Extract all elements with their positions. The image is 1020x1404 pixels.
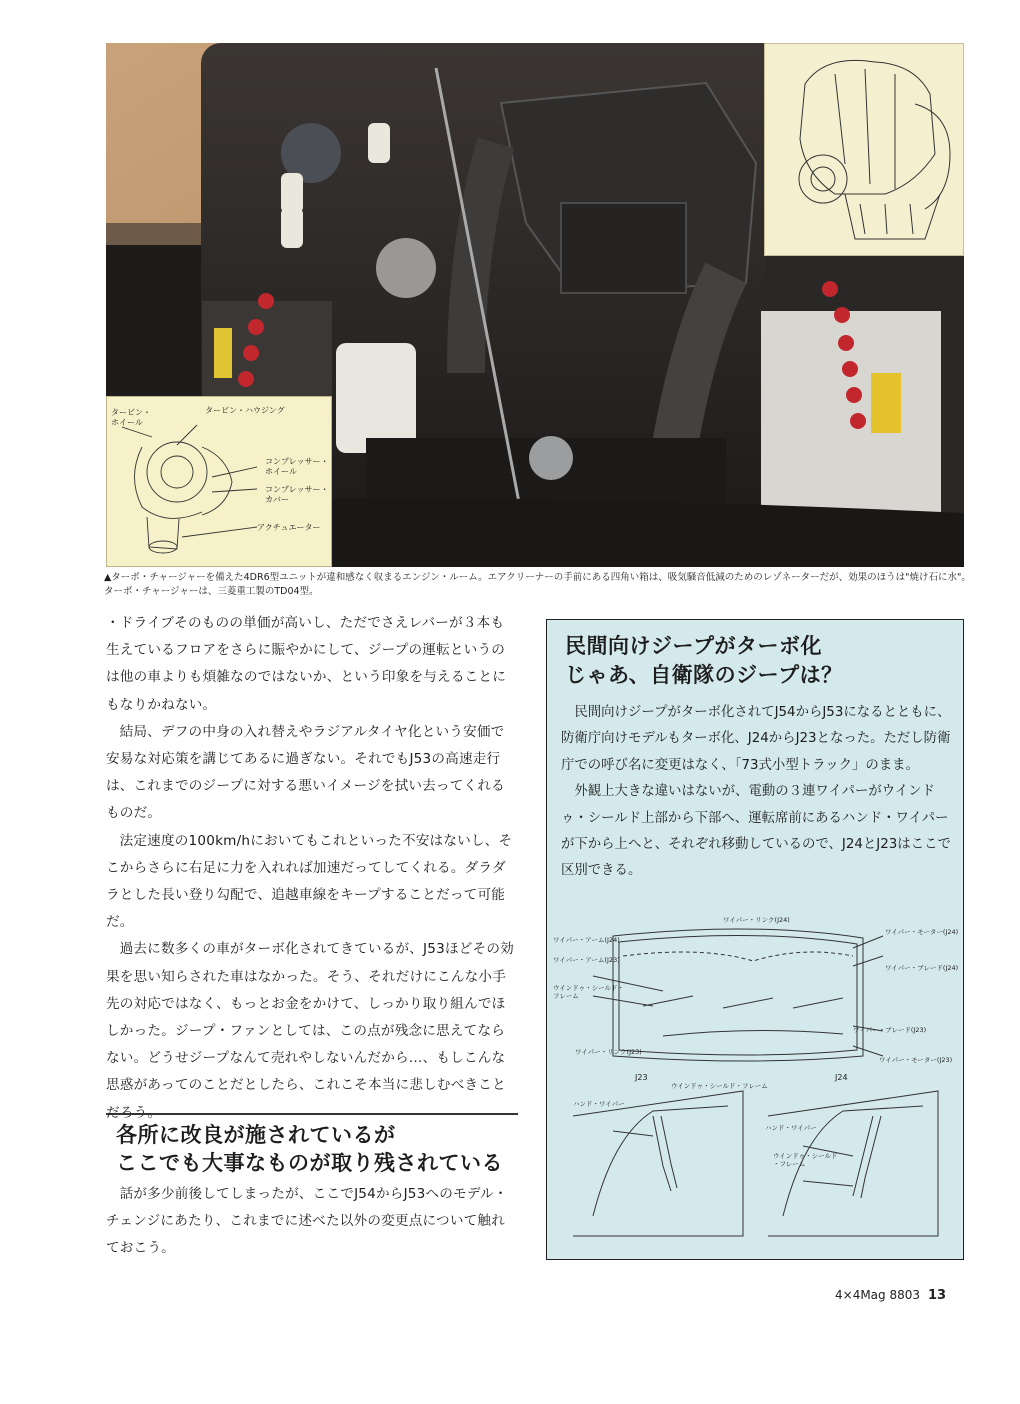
section-heading-line-2: ここでも大事なものが取り残されている — [116, 1151, 503, 1175]
diagram-label-j24: J24 — [835, 1073, 848, 1082]
diagram-label-j23: J23 — [635, 1073, 648, 1082]
diagram-label-wiper-link-j24: ワイパー・リンク(J24) — [723, 916, 790, 924]
label-compressor-wheel: コンプレッサー・ ホイール — [265, 457, 329, 476]
diagram-label-hand-wiper-j23: ハンド・ワイパー — [573, 1100, 625, 1108]
diagram-label-wiper-link-j23: ワイパー・リンク(J23) — [575, 1048, 642, 1056]
body-paragraph-4: 過去に数多くの車がターボ化されてきているが、J53ほどその効果を思い知らされた車はなかった。そう、それだけにこんな小手先の対応ではなく、もっとお金をかけて、しっかり取り組んでほしかった。ジープ・ファンとしては、この点が残念に思えてならない。どうせジープなんて売れやしないんだから…、もしこんな思惑があってのことだとしたら、これこそ本当に悲しむべきことだろう。 — [106, 941, 514, 1121]
diagram-label-wiper-arm-j24: ワイパー・アーム(J24) — [553, 936, 620, 944]
engine-line-drawing — [765, 44, 965, 257]
body-paragraph-3: 法定速度の100km/hにおいてもこれといった不安はないし、そこからさらに右足に力を入れれば加速だってしてくれる。ダラダラとした長い登り勾配で、追越車線をキープすることだって可能だ。 — [106, 832, 513, 931]
sidebar-paragraph-2: 外観上大きな違いはないが、電動の３連ワイパーがウインドゥ・シールド上部から下部へ、運転席前にあるハンド・ワイパーが下から上へと、それぞれ移動しているので、J24とJ23はここで区別できる。 — [561, 784, 951, 879]
diagram-label-wiper-motor-j24: ワイパー・モーター(J24) — [885, 928, 959, 936]
sidebar-title-line-2: じゃあ、自衛隊のジープは？ — [565, 663, 843, 687]
diagram-label-wiper-blade-j23: ワイパー・ブレード(J23) — [853, 1026, 927, 1034]
label-compressor-cover: コンプレッサー・ カバー — [265, 485, 329, 504]
diagram-label-wiper-motor-j23: ワイパー・モーター(J23) — [879, 1056, 953, 1064]
label-actuator: アクチュエーター — [257, 523, 321, 532]
sidebar-box — [546, 619, 964, 1260]
diagram-label-windshield-frame-j24: ウインドゥ・シールド ・フレーム — [773, 1152, 838, 1168]
page-folio — [835, 1288, 946, 1303]
sidebar-title — [565, 632, 955, 690]
photo-caption: ▲ターボ・チャージャーを備えた4DR6型ユニットが違和感なく収まるエンジン・ルーム。エアクリーナーの手前にある四角い箱は、吸気騒音低減のためのレゾネーターだが、効果のほうは"焼け石に水"。ターボ・チャージャーは、三菱重工製のTD04型。 — [104, 572, 971, 597]
section-heading-line-1: 各所に改良が施されているが — [116, 1123, 396, 1147]
sidebar-body — [561, 700, 953, 885]
diagram-label-hand-wiper-j24: ハンド・ワイパー — [765, 1124, 817, 1132]
folio-magazine: 4×4Mag 8803 — [835, 1288, 921, 1302]
turbo-diagram-inset — [106, 396, 332, 567]
engine-line-drawing-inset — [764, 43, 964, 256]
body-text-column — [106, 610, 518, 1127]
section-heading — [106, 1113, 518, 1263]
body-paragraph-1: ・ドライブそのものの単価が高いし、ただでさえレバーが３本も生えているフロアをさらに賑やかにして、ジープの運転というのは他の車よりも煩雑なのではないか、という印象を与えることにもなりかねない。 — [106, 615, 507, 713]
label-turbine-housing: タービン・ハウジング — [205, 406, 285, 415]
sidebar-paragraph-1: 民間向けジープがターボ化されてJ54からJ53になるとともに、防衛庁向けモデルもターボ化、J24からJ23となった。ただし防衛庁での呼び名に変更はなく、「73式小型トラック」のまま。 — [561, 705, 951, 773]
folio-page-number: 13 — [928, 1288, 947, 1303]
diagram-label-wiper-blade-j24: ワイパー・ブレード(J24) — [885, 964, 959, 972]
label-turbine-wheel: タービン・ ホイール — [111, 408, 151, 427]
body-paragraph-2: 結局、デフの中身の入れ替えやラジアルタイヤ化という安価で安易な対応策を講じてあるに過ぎない。それでもJ53の高速走行は、これまでのジープに対する悪いイメージを拭い去ってくれるものだ。 — [106, 723, 505, 822]
diagram-label-windshield-frame: ウインドゥ・シールド・ フレーム — [553, 984, 625, 1000]
wiper-diagram — [553, 916, 957, 1252]
diagram-label-wiper-arm-j23: ワイパー・アーム(J23) — [553, 956, 620, 964]
section-paragraph: 話が多少前後してしまったが、ここでJ54からJ53へのモデル・チェンジにあたり、これまでに述べた以外の変更点について触れておこう。 — [106, 1186, 508, 1257]
diagram-label-windshield-frame-j23: ウインドゥ・シールド・フレーム — [671, 1082, 768, 1090]
sidebar-title-line-1: 民間向けジープがターボ化 — [565, 634, 822, 658]
